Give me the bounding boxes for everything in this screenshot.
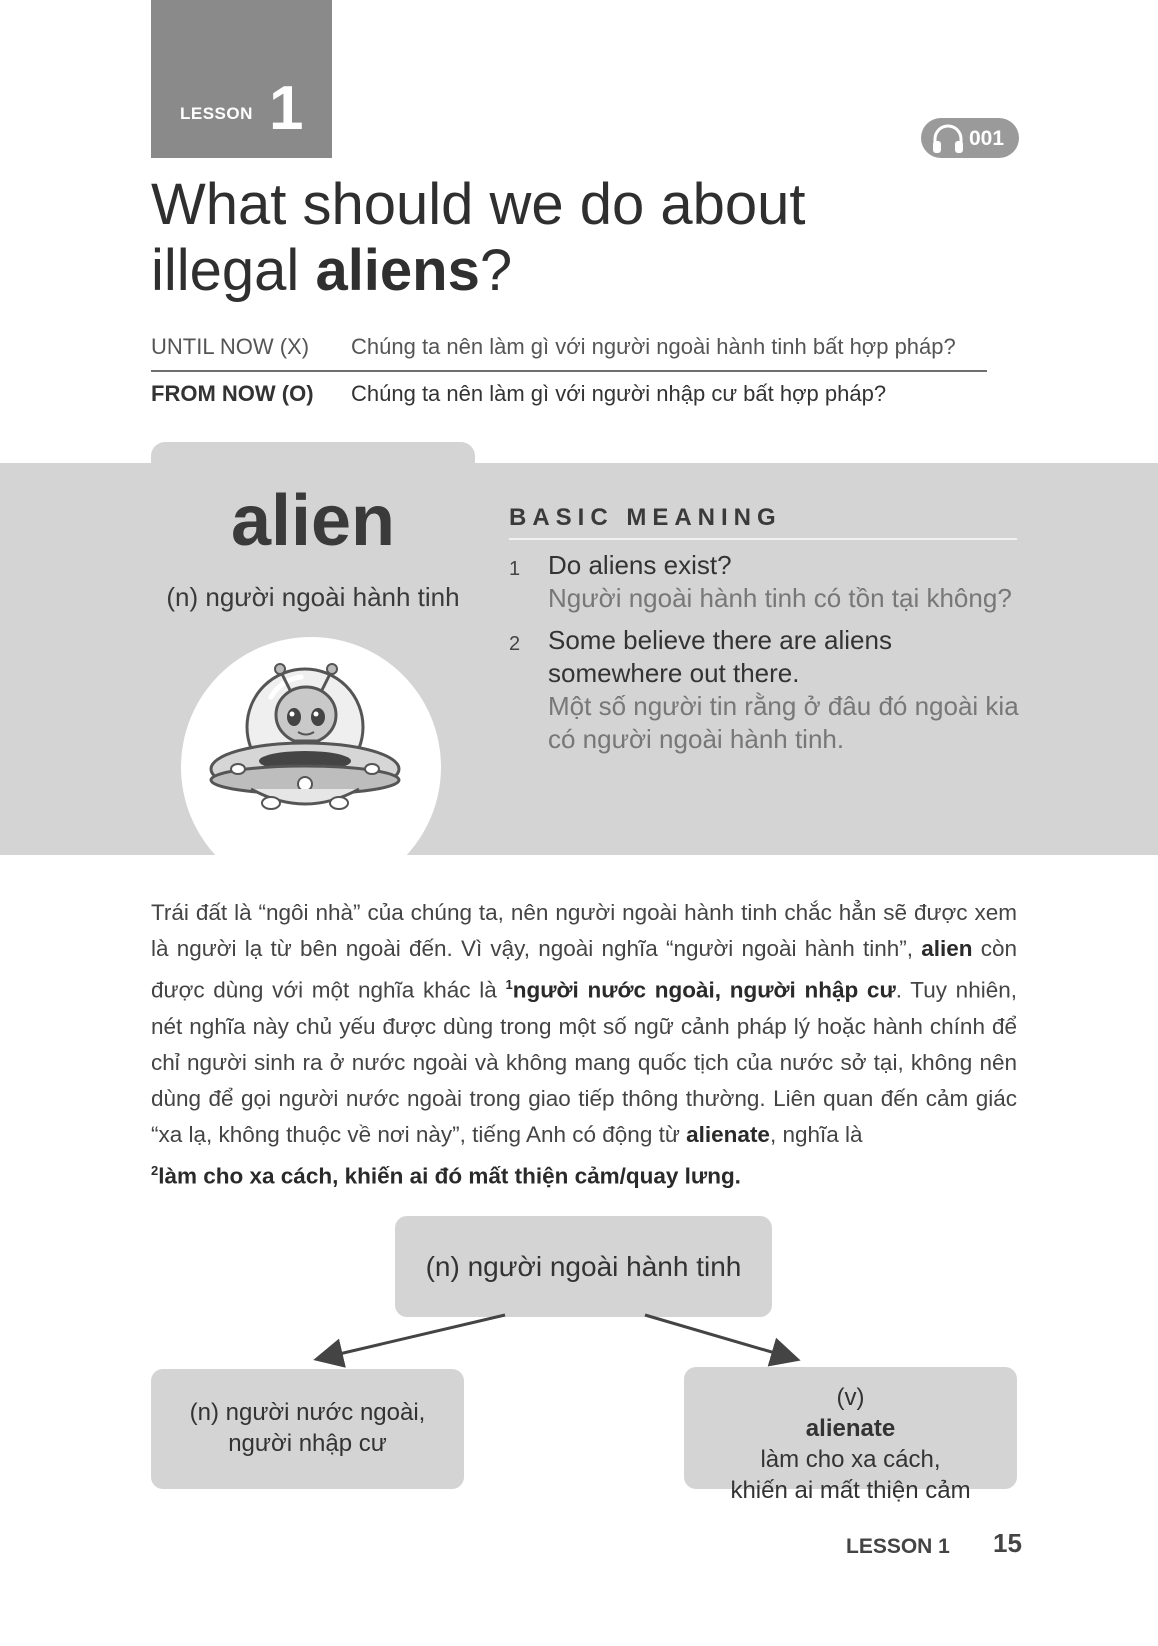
diagram-left-line: người nhập cư xyxy=(228,1430,387,1457)
lesson-number: 1 xyxy=(269,74,304,143)
diagram-right-line: làm cho xa cách, xyxy=(760,1446,941,1473)
example-english: Some believe there are aliens somewhere out there. xyxy=(548,625,892,688)
explanation-paragraph xyxy=(151,895,1017,1194)
para-bold: làm cho xa cách, khiến ai đó mất thiện cảm/quay lưng. xyxy=(158,1163,741,1188)
audio-track-button[interactable] xyxy=(921,118,1019,158)
para-text: còn được dùng với một nghĩa khác là xyxy=(151,936,1017,1003)
page-number: 15 xyxy=(993,1528,1022,1558)
audio-track-code: 001 xyxy=(969,127,1005,150)
diagram-root-box xyxy=(395,1216,772,1317)
diagram-right-pos: (v) xyxy=(836,1384,865,1411)
arrow-right xyxy=(645,1315,792,1358)
basic-meaning-heading: BASIC MEANING xyxy=(509,504,782,531)
until-now-text: Chúng ta nên làm gì với người ngoài hành tinh bất hợp pháp? xyxy=(351,334,956,359)
title-line-1: What should we do about xyxy=(151,172,806,237)
example-number: 2 xyxy=(509,633,521,655)
comparison-divider xyxy=(151,370,987,372)
headphones-icon xyxy=(931,124,965,154)
diagram-root-text: (n) người ngoài hành tinh xyxy=(425,1251,742,1282)
from-now-label: FROM NOW (O) xyxy=(151,381,314,406)
footer-lesson-label: LESSON 1 xyxy=(846,1535,950,1558)
para-text: , nghĩa là xyxy=(769,1121,863,1147)
footnote-marker: 1 xyxy=(505,977,513,992)
para-text: . Tuy nhiên, nét nghĩa này chủ yếu được dùng trong một số ngữ cảnh pháp lý hoặc hành chính để chỉ người sinh ra ở nước ngoài và không mang quốc tịch của nước sở tại, không nên dùng để gọi người nước ngoài trong giao tiếp thông thường. Liên quan đến cảm giác “xa lạ, không thuộc về nơi này”, tiếng Anh có động từ xyxy=(151,977,1017,1147)
para-bold: alienate xyxy=(686,1121,770,1147)
diagram-right-line: khiến ai mất thiện cảm xyxy=(730,1477,971,1504)
diagram-right-line xyxy=(684,1382,1017,1444)
example-number: 1 xyxy=(509,558,521,580)
lesson-label: LESSON xyxy=(180,104,253,123)
para-bold: alien xyxy=(921,936,973,961)
title-line-2-prefix: illegal xyxy=(151,238,316,303)
example-english: Do aliens exist? xyxy=(548,550,732,580)
title-line-2-suffix: ? xyxy=(479,238,513,303)
diagram-left-box xyxy=(151,1369,464,1489)
lesson-title xyxy=(151,172,806,304)
title-keyword: aliens xyxy=(315,238,480,303)
para-text: Trái đất là “ngôi nhà” của chúng ta, nên người ngoài hành tinh chắc hẳn sẽ được xem là người lạ từ bên ngoài đến. Vì vậy, ngoài nghĩa “người ngoài hành tinh”, xyxy=(151,900,1017,961)
diagram-left-line: (n) người nước ngoài, xyxy=(189,1399,426,1426)
headword-definition: (n) người ngoài hành tinh xyxy=(166,582,460,612)
from-now-text: Chúng ta nên làm gì với người nhập cư bất hợp pháp? xyxy=(351,381,887,406)
diagram-arrows xyxy=(300,1310,820,1370)
basic-meaning-divider xyxy=(509,538,1017,540)
lesson-tab xyxy=(151,0,332,158)
para-bold: người nước ngoài, người nhập cư xyxy=(512,977,896,1003)
headword: alien xyxy=(230,481,396,561)
until-now-label: UNTIL NOW (X) xyxy=(151,334,310,359)
example-vietnamese: Người ngoài hành tinh có tồn tại không? xyxy=(548,583,1012,613)
footnote-marker: 2 xyxy=(151,1162,159,1178)
diagram-right-box xyxy=(684,1367,1017,1504)
example-vietnamese: Một số người tin rằng ở đâu đó ngoài kia có người ngoài hành tinh. xyxy=(548,691,1019,754)
arrow-left xyxy=(322,1315,505,1358)
diagram-right-word: alienate xyxy=(805,1415,896,1442)
